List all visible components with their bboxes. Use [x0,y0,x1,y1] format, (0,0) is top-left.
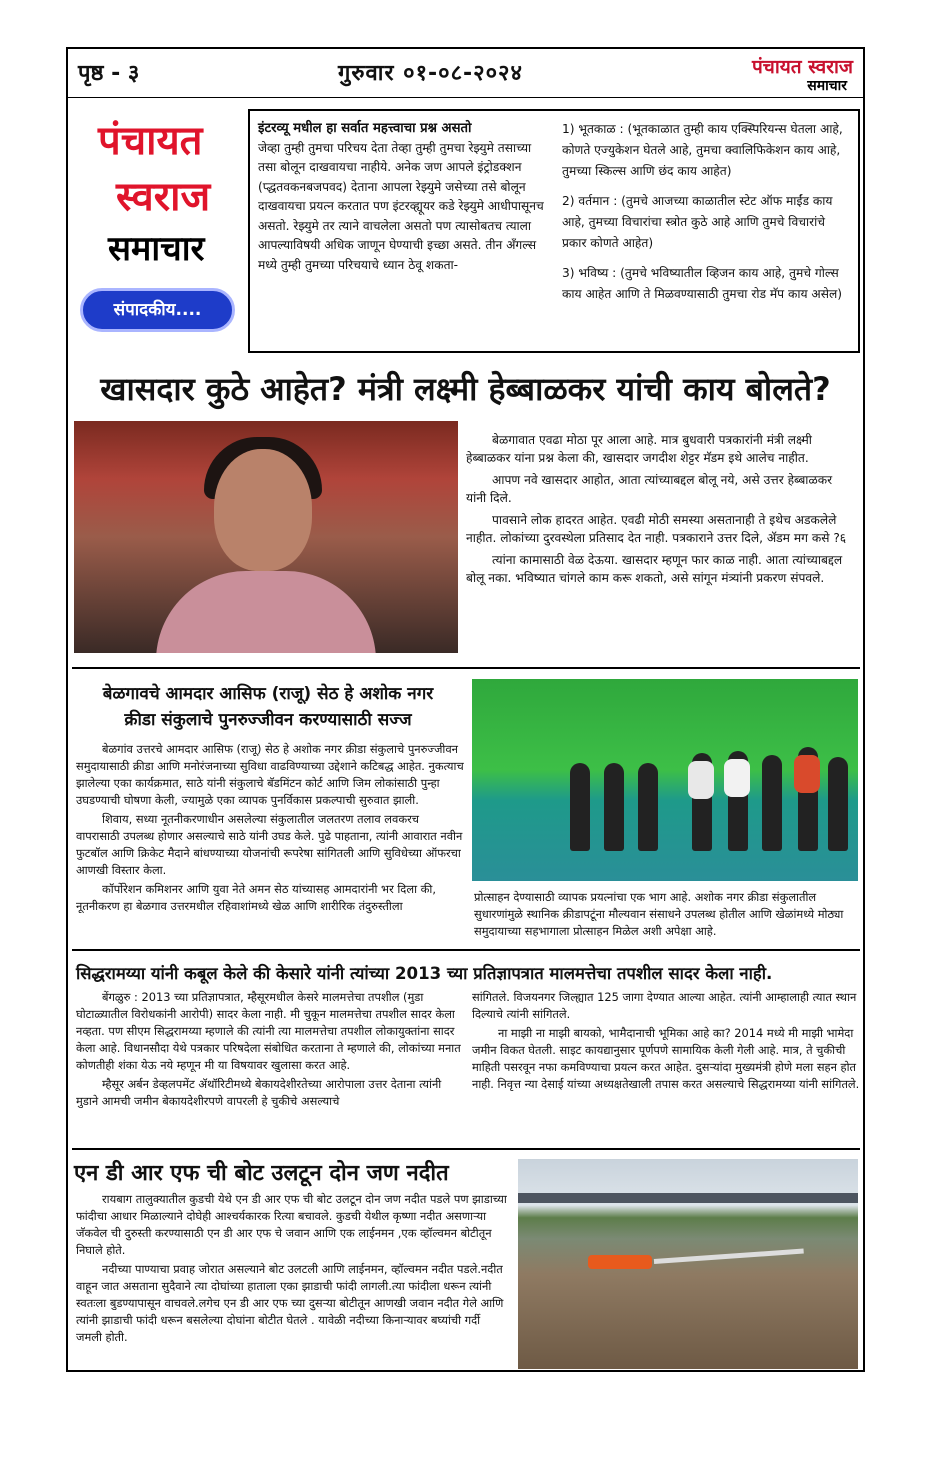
page-number: पृष्ठ - ३ [78,61,140,86]
article2-body [76,741,466,917]
minister-photo [74,421,458,653]
article1-headline: खासदार कुठे आहेत? मंत्री लक्ष्मी हेब्बाळकर यांची काय बोलते? [100,370,831,408]
article1-paragraph: पावसाने लोक हादरत आहेत. एवढी मोठी समस्या असतानाही ते इथेच अडकलेले नाहीत. लोकांच्या दुरवस्थेला प्रतिसाद देत नाही. पत्रकाराने उत्तर दिले, ॲडम मग कसे ?६ [466,513,847,545]
photo-bridge-shape [518,1193,858,1203]
section-divider [72,667,860,669]
editorial-point-present: 2) वर्तमान : (तुमचे आजच्या काळातील स्टेट ऑफ माईंड काय आहे, तुमच्या विचारांचा स्त्रोत कुठे आहे आणि तुमचे विचारांचे प्रकार कोणते आहेत) [562,194,833,250]
masthead-samachar: समाचार [108,229,205,269]
photo-person-shape [638,763,658,851]
article2-paragraph: बेळगांव उत्तरचे आमदार आसिफ (राजू) सेठ हे अशोक नगर क्रीडा संकुलाचे पुनरुज्जीवन समुदायासाठी क्रीडा आणि मनोरंजनाच्या सुविधा वाढविण्याच्या उद्देशाने कटिबद्ध आहेत. नुकत्याच झालेल्या एका कार्यक्रमात, साठे यांनी संकुलाचे बॅडमिंटन कोर्ट आणि जिम लोकांसाठी पुन्हा उघडण्याची घोषणा केली, ज्यामुळे एका व्यापक पुनर्विकास प्रकल्पाची सुरुवात झाली. [76,742,464,807]
photo-boat-shape [588,1255,652,1269]
photo-shirt-shape [688,761,714,799]
article2-paragraph: कॉर्पोरेशन कमिशनर आणि युवा नेते अमन सेठ यांच्यासह आमदारांनी भर दिला की, नूतनीकरण हा बेळगाव उत्तरमधील रहिवाशांमध्ये खेळ आणि शारीरिक तंदुरुस्तीला [76,882,436,913]
header-logo-title: पंचायत स्वराज [752,56,853,78]
article4-paragraph: नदीच्या पाण्याचा प्रवाह जोरात असल्याने बोट उलटली आणि लाईनमन, व्हॉल्वमन नदीत पडले.नदीत वाहून जात असताना सुदैवाने त्या दोघांच्या हाताला एका झाडाची फांदी लागली.त्या फांदीला धरून त्यांनी स्वतःला बुडण्यापासून वाचवले.लगेच एन डी आर एफ च्या दुसऱ्या बोटीतून आणखी जवान नदीत गेले आणि त्यांनी झाडाची फांदी धरून बसलेल्या दोघांना बोटीत घेतले . यावेळी नदीच्या किनाऱ्यावर बघ्यांची गर्दी जमली होती. [76,1262,504,1344]
article1-paragraph: आपण नवे खासदार आहोत, आता त्यांच्याबद्दल बोलू नये, असे उत्तर हेब्बाळकर यांनी दिले. [466,473,833,505]
editorial-left-text: जेव्हा तुम्ही तुमचा परिचय देता तेव्हा तुम्ही तुमचा रेझ्युमे तसाच्या तसा बोलून दाखवायचा नाहीये. अनेक जण आपले इंट्रोडक्शन (प्द्धतवकनबजपवद) देताना आपला रेझ्युमे जसेच्या तसे बोलून दाखवायचा प्रयत्न करतात पण इंटरव्ह्यूयर कडे रेझ्युमे आधीपासूनच असतो. रेझ्युमे तर त्याने वाचलेला असतो पण त्यासोबतच त्याला आपल्याविषयी अधिक जाणून घेण्याची इच्छा असते. तीन ॲंगल्स मध्ये तुम्ही तुमच्या परिचयाचे ध्यान ठेवू शकता- [258,140,544,272]
article4-body [76,1191,508,1348]
article4-headline: एन डी आर एफ ची बोट उलटून दोन जण नदीत [74,1161,449,1186]
photo-person-shape [828,757,848,851]
photo-face-shape [214,449,312,571]
newspaper-page [66,47,865,1372]
article1-paragraph: बेळगावात एवढा मोठा पूर आला आहे. मात्र बुधवारी पत्रकारांनी मंत्री लक्ष्मी हेब्बाळकर यांना प्रश्न केला की, खासदार जगदीश शेट्टर मॅडम इथे आलेच नाहीत. [466,433,812,465]
page-header [68,49,863,98]
article1-paragraph: त्यांना कामासाठी वेळ देऊया. खासदार म्हणून फार काळ नाही. आता त्यांच्याबद्दल बोलू नका. भविष्यात चांगले काम करू शकतो, असे सांगून मंत्र्यांनी प्रकरण संपवले. [466,553,843,585]
editorial-badge: संपादकीय.... [80,288,235,332]
photo-person-shape [604,763,624,851]
article3-paragraph: म्हैसूर अर्बन डेव्हलपमेंट ॲथॉरिटीमध्ये बेकायदेशीरतेच्या आरोपाला उत्तर देताना त्यांनी मुडाने आमची जमीन बेकायदेशीरपणे वापरली हे चुकीचे असल्याचे [76,1077,442,1108]
editorial-lead: इंटरव्यू मधील हा सर्वात महत्त्वाचा प्रश्न असतो [258,121,472,136]
river-rescue-photo [518,1159,858,1369]
article2-paragraph: शिवाय, सध्या नूतनीकरणाधीन असलेल्या संकुलातील जलतरण तलाव लवकरच वापरासाठी उपलब्ध होणार असल्याचे साठे यांनी उघड केले. पुढे पाहताना, त्यांनी आवारात नवीन फुटबॉल आणि क्रिकेट मैदाने बांधण्याच्या योजनांची रूपरेषा सांगितली आणि सुविधेच्या ऑफरचा आणखी विस्तार केला. [76,812,463,877]
photo-person-shape [570,763,590,851]
article3-paragraph: बेंगळुरु : 2013 च्या प्रतिज्ञापत्रात, म्हैसूरमधील केसरे मालमत्तेचा तपशील (मुडा घोटाळ्यातील विरोधकांनी आरोपी) सादर केला नाही. मी चुकून मालमत्तेचा तपशील सादर केला नव्हता. पण सीएम सिद्धरामय्या म्हणाले की त्यांनी त्या मालमत्तेचा तपशील लोकायुक्तांना सादर केला आहे. विधानसौदा येथे पत्रकार परिषदेला संबोधित करताना ते म्हणाले की, लोकांच्या मनात कोणतीही शंका येऊ नये म्हणून मी या विषयावर खुलासा करत आहे. [76,990,461,1072]
article3-right-column [472,989,860,1095]
article2-headline-line1: बेळगावचे आमदार आसिफ (राजू) सेठ हे अशोक नगर [102,684,434,704]
article3-left-column [76,989,464,1112]
article4-paragraph: रायबाग तालुक्यातील कुडची येथे एन डी आर एफ ची बोट उलटून दोन जण नदीत पडले पण झाडाच्या फांदीचा आधार मिळाल्याने दोघेही आश्चर्यकारक रित्या बचावले. कुडची येथील कृष्णा नदीत असणाऱ्या जॅकवेल ची दुरुस्ती करण्यासाठी एन डी आर एफ चे जवान आणि एक लाईनमन ,एक व्हॉल्वमन बोटीतून निघाले होते. [76,1192,507,1257]
editorial-point-future: 3) भविष्य : (तुमचे भविष्यातील व्हिजन काय आहे, तुमचे गोल्स काय आहेत आणि ते मिळवण्यासाठी तुमचा रोड मॅप काय असेल) [562,266,842,301]
article3-paragraph: ना माझी ना माझी बायको, भामैदानाची भूमिका आहे का? 2014 मध्ये मी माझी भामेदा जमीन विकत घेतली. साइट कायद्यानुसार पूर्णपणे सामायिक केली गेली आहे. मात्र, ते चुकीची माहिती पसरवून नफा कमविण्याचा प्रयत्न करत आहेत. दुसऱ्यांदा मुख्यमंत्री होणे मला सहन होत नाही. निवृत्त न्या देसाई यांच्या अध्यक्षतेखाली तपास करत असल्याचे सिद्धरामय्या यांनी सांगितले. [472,1026,860,1091]
article2-continued: प्रोत्साहन देण्यासाठी व्यापक प्रयत्नांचा एक भाग आहे. अशोक नगर क्रीडा संकुलातील सुधारणांमुळे स्थानिक क्रीडापटूंना मौल्यवान संसाधने उपलब्ध होतील आणि खेळांमध्ये मोठ्या समुदायाच्या सहभागाला प्रोत्साहन मिळेल अशी अपेक्षा आहे. [474,890,844,938]
photo-rail-shape [654,1249,804,1264]
article2-headline [76,681,460,733]
section-divider [72,1148,860,1150]
issue-date: गुरुवार ०१-०८-२०२४ [338,61,523,86]
masthead-panchayat: पंचायत [98,118,203,164]
photo-saree-shape [156,571,376,653]
article2-headline-line2: क्रीडा संकुलाचे पुनरुज्जीवन करण्यासाठी सज्ज [124,710,412,730]
article3-headline: सिद्धरामय्या यांनी कबूल केले की केसारे यांनी त्यांच्या 2013 च्या प्रतिज्ञापत्रात मालमत्तेचा तपशील सादर केला नाही. [76,964,773,983]
photo-shirt-shape [794,755,820,793]
sports-complex-photo [472,679,858,881]
photo-shirt-shape [724,759,750,797]
photo-person-shape [762,755,782,851]
editorial-right-column [562,119,852,314]
masthead-swaraj: स्वराज [116,174,211,220]
article1-body [466,431,856,591]
editorial-box [248,109,860,353]
section-divider [72,949,860,951]
header-logo-subtitle: समाचार [807,78,847,94]
editorial-left-column [258,119,550,275]
editorial-point-past: 1) भूतकाळ : (भूतकाळात तुम्ही काय एक्स्पिरियन्स घेतला आहे, कोणते एज्युकेशन घेतले आहे, तुमचा क्वालिफिकेशन काय आहे, तुमच्या स्किल्स आणि छंद काय आहेत) [562,122,843,178]
article3-paragraph: सांगितले. विजयनगर जिल्ह्यात 125 जागा देण्यात आल्या आहेत. त्यांनी आम्हालाही त्यात स्थान दिल्याचे त्यांनी सांगितले. [472,990,857,1021]
